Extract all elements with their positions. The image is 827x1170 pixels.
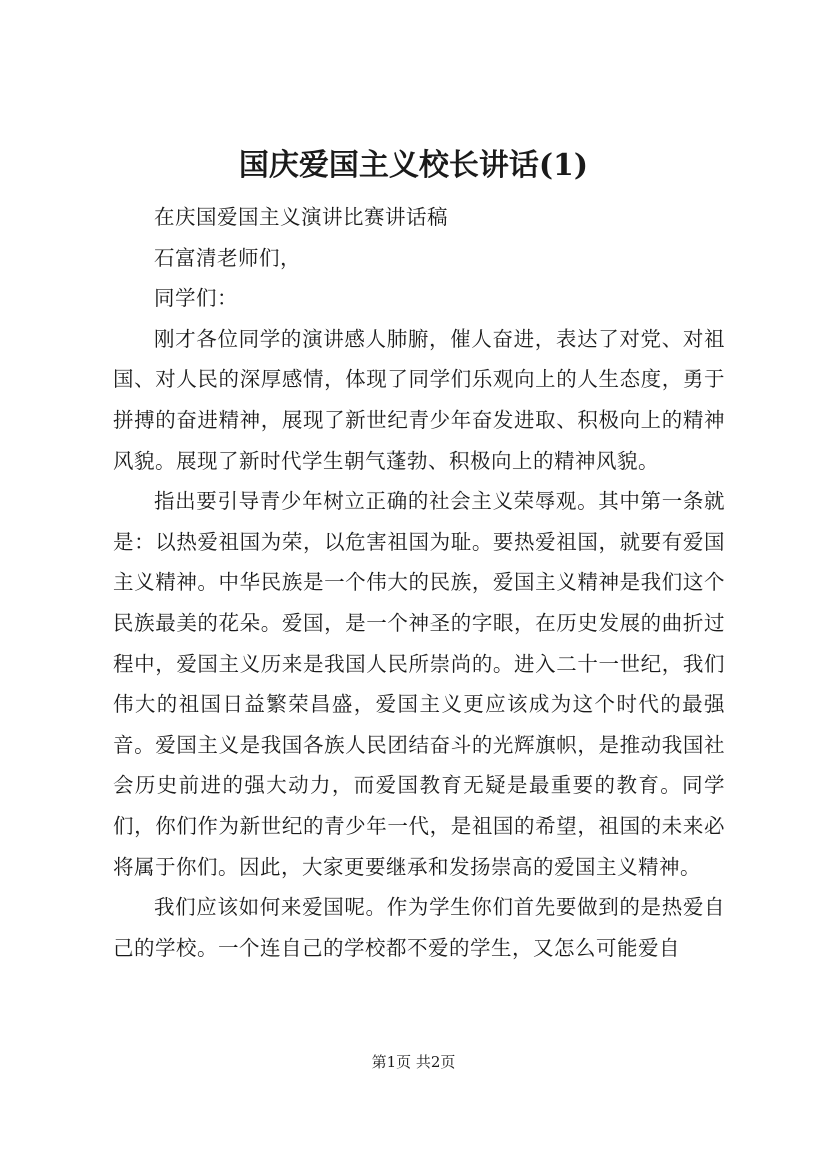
page-footer: 第1页 共2页 (371, 1053, 456, 1071)
paragraph-heading: 在庆国爱国主义演讲比赛讲话稿 (154, 205, 448, 229)
paragraph-salutation-teachers: 石富清老师们， (154, 245, 301, 270)
document-title: 国庆爱国主义校长讲话(1) (238, 148, 589, 183)
document-body (113, 197, 725, 968)
paragraph-body: 指出要引导青少年树立正确的社会主义荣辱观。其中第一条就是：以热爱祖国为荣，以危害祖国为耻。要热爱祖国，就要有爱国主义精神。中华民族是一个伟大的民族，爱国主义精神是我们这个民族最美的花朵。爱国，是一个神圣的字眼，在历史发展的曲折过程中，爱国主义历来是我国人民所崇尚的。进入二十一世纪，我们伟大的祖国日益繁荣昌盛，爱国主义更应该成为这个时代的最强音。爱国主义是我国各族人民团结奋斗的光辉旗帜，是推动我国社会历史前进的强大动力，而爱国教育无疑是最重要的教育。同学们，你们作为新世纪的青少年一代，是祖国的希望，祖国的未来必将属于你们。因此，大家更要继承和发扬崇高的爱国主义精神。 (113, 489, 725, 879)
paragraph-body: 刚才各位同学的演讲感人肺腑，催人奋进，表达了对党、对祖国、对人民的深厚感情，体现了同学们乐观向上的人生态度，勇于拼搏的奋进精神，展现了新世纪青少年奋发进取、积极向上的精神风貌。展现了新时代学生朝气蓬勃、积极向上的精神风貌。 (113, 326, 725, 473)
paragraph-salutation-students: 同学们： (154, 286, 238, 311)
paragraph-body: 我们应该如何来爱国呢。作为学生你们首先要做到的是热爱自己的学校。一个连自己的学校都不爱的学生，又怎么可能爱自 (113, 895, 725, 960)
